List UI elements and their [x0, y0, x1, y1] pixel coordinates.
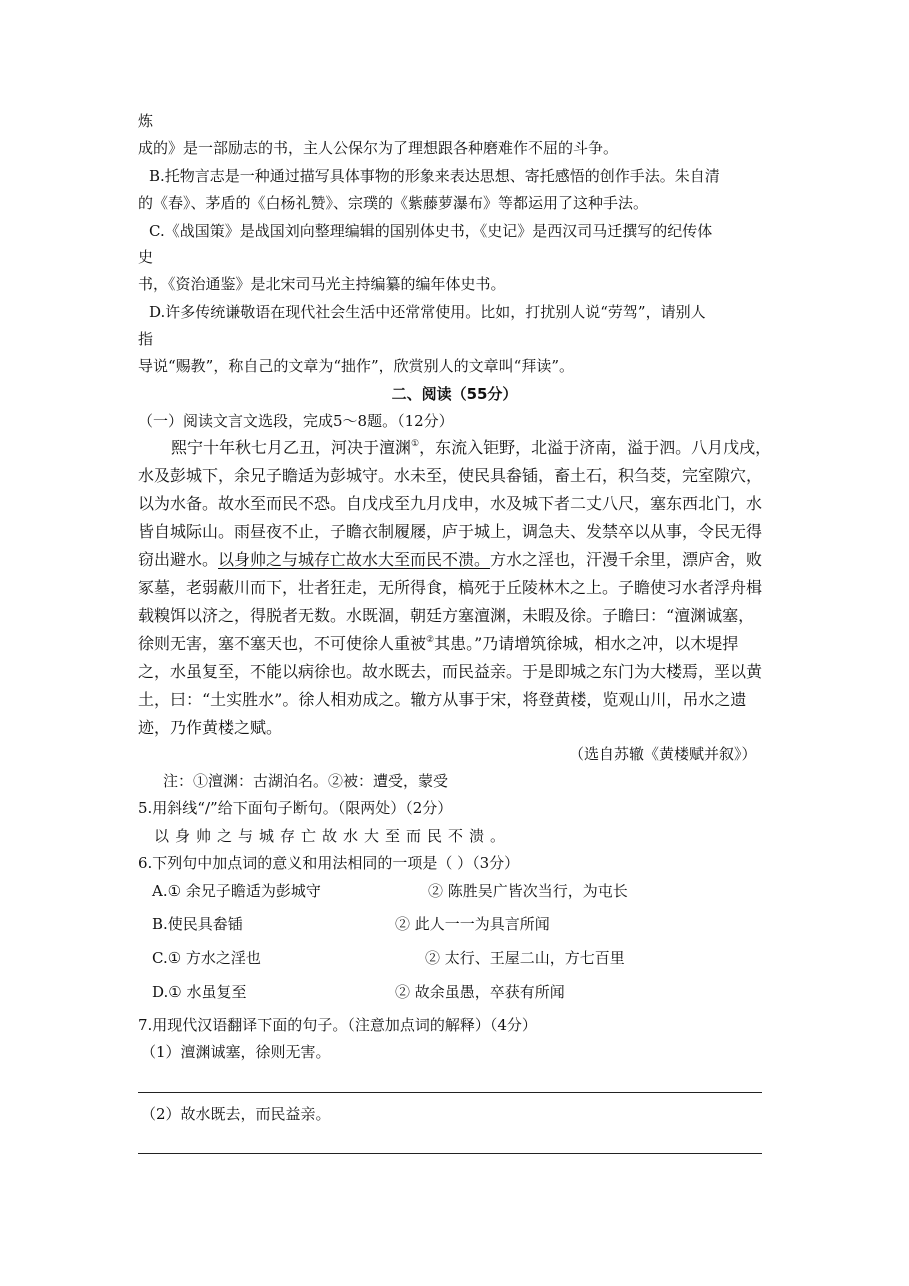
q6-option-d-second: ② 故余虽愚，卒获有所闻 — [395, 983, 565, 1001]
passage-line: 土，曰：“土实胜水”。徐人相劝成之。辙方从事于宋，将登黄楼，览观山川，吊水之遗 — [138, 690, 747, 709]
text-line: 炼 — [138, 112, 154, 130]
q6-option-a: A.① 余兄子瞻适为彭城守 — [152, 882, 321, 900]
q6-option-c: C.① 方水之淫也 — [152, 949, 261, 967]
text-line: 史 — [138, 248, 154, 266]
q7-sentence-1: （1）澶渊诚塞，徐则无害。 — [141, 1043, 331, 1061]
text-line: 指 — [138, 330, 154, 348]
underlined-sentence: 以身帅之与城存亡故水大至而民不溃。 — [218, 550, 491, 569]
passage-line: 皆自城际山。雨昼夜不止，子瞻衣制履屦，庐于城上，调急夫、发禁卒以从事，令民无得 — [138, 522, 763, 541]
q7-sentence-2: （2）故水既去，而民益亲。 — [141, 1105, 331, 1123]
passage-line: 徐则无害，塞不塞天也，不可使徐人重被②其患。”乃请增筑徐城，相水之冲，以木堤捍 — [138, 634, 739, 653]
passage-line: 之，水虽复至，不能以病徐也。故水既去，而民益亲。于是即城之东门为大楼焉，垩以黄 — [138, 662, 763, 681]
passage-source: （选自苏辙《黄楼赋并叙》） — [569, 745, 757, 763]
passage-line: 迹，乃作黄楼之赋。 — [138, 718, 283, 737]
passage-line: 载糗饵以济之，得脱者无数。水既涸，朝廷方塞澶渊，未暇及徐。子瞻曰：“澶渊诚塞， — [138, 606, 755, 625]
question-7-stem: 7.用现代汉语翻译下面的句子。（注意加点词的解释）（4分） — [138, 1016, 537, 1034]
section-title: 二、阅读（55分） — [391, 385, 518, 403]
q6-option-b: B.使民具畚锸 — [152, 915, 243, 933]
text-line: 书，《资治通鉴》是北宋司马光主持编纂的编年体史书。 — [138, 275, 506, 293]
text-line: 成的》是一部励志的书，主人公保尔为了理想跟各种磨难作不屈的斗争。 — [138, 139, 619, 157]
answer-line — [138, 1092, 762, 1093]
answer-line — [138, 1153, 762, 1154]
text-line: 的《春》、茅盾的《白杨礼赞》、宗璞的《紫藤萝瀑布》等都运用了这种手法。 — [138, 194, 649, 212]
section-subtitle: （一）阅读文言文选段，完成5～8题。（12分） — [138, 412, 454, 430]
question-5-stem: 5.用斜线“/”给下面句子断句。（限两处）（2分） — [138, 799, 453, 817]
q6-option-c-second: ② 太行、王屋二山，方七百里 — [425, 949, 625, 967]
q6-option-b-second: ② 此人一一为具言所闻 — [395, 915, 550, 933]
passage-line: 以为水备。故水至而民不恐。自戊戌至九月戊申，水及城下者二丈八尺，塞东西北门，水 — [138, 494, 763, 513]
text-line: 导说“赐教”，称自己的文章为“拙作”，欣赏别人的文章叫“拜读”。 — [138, 357, 575, 375]
passage-line: 冢墓，老弱蔽川而下，壮者狂走，无所得食，槁死于丘陵林木之上。子瞻使习水者浮舟楫 — [138, 578, 763, 597]
footnote-mark: ② — [426, 635, 435, 645]
question-5-sentence: 以身帅之与城存亡故水大至而民不溃。 — [154, 827, 512, 845]
option-d-text: D.许多传统谦敬语在现代社会生活中还常常使用。比如，打扰别人说“劳驾”，请别人 — [149, 303, 706, 321]
passage-line: 水及彭城下，余兄子瞻适为彭城守。水未至，使民具畚锸，畜土石，积刍茭，完室隙穴， — [138, 466, 763, 485]
footnote-mark: ① — [411, 439, 420, 449]
option-c-text: C.《战国策》是战国刘向整理编辑的国别体史书，《史记》是西汉司马迁撰写的纪传体 — [149, 222, 713, 240]
q6-option-d: D.① 水虽复至 — [152, 983, 247, 1001]
passage-note: 注：①澶渊：古湖泊名。②被：遭受，蒙受 — [163, 772, 449, 790]
option-b-text: B.托物言志是一种通过描写具体事物的形象来表达思想、寄托感悟的创作手法。朱自清 — [149, 167, 720, 185]
passage-line: 熙宁十年秋七月乙丑，河决于澶渊①，东流入钜野，北溢于济南，溢于泗。八月戊戌， — [171, 438, 772, 457]
passage-line: 窃出避水。以身帅之与城存亡故水大至而民不溃。方水之淫也，汗漫千余里，漂庐舍，败 — [138, 550, 763, 569]
q6-option-a-second: ② 陈胜吴广皆次当行，为屯长 — [428, 882, 628, 900]
question-6-stem: 6.下列句中加点词的意义和用法相同的一项是（ ）（3分） — [138, 854, 520, 872]
